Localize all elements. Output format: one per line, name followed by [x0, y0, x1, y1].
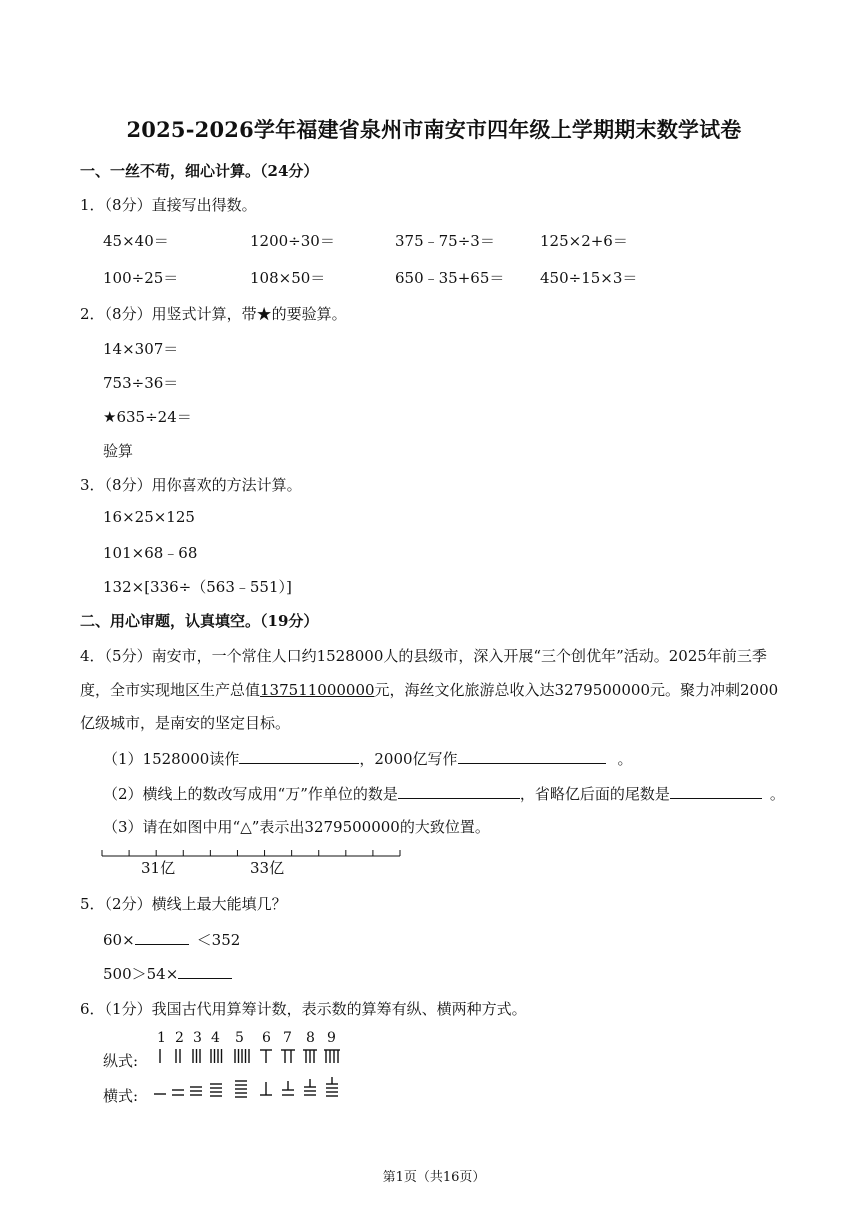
digit-6: 6 — [262, 1030, 271, 1046]
q1-r1-c1: 45×40＝ — [103, 232, 169, 250]
digit-4: 4 — [211, 1030, 220, 1046]
vertical-rods-icon — [150, 1046, 350, 1066]
digit-3: 3 — [193, 1030, 202, 1046]
horizontal-rods-icon — [150, 1076, 350, 1102]
q4-line-2-start: 度，全市实现地区生产总值 — [80, 681, 261, 699]
answer-blank-write[interactable] — [458, 749, 606, 764]
q4-line-2 — [80, 679, 778, 700]
axis-label-31: 31亿 — [141, 859, 176, 877]
digit-8: 8 — [306, 1030, 315, 1046]
q2-stem: 2．（8分）用竖式计算，带★的要验算。 — [80, 305, 347, 323]
axis-label-33: 33亿 — [250, 859, 285, 877]
q5-line-1-start: 60× — [103, 931, 135, 949]
q4-sub-1-text: （1）1528000读作 — [103, 750, 240, 768]
q2-item-2: 753÷36＝ — [103, 374, 179, 392]
q1-r1-c3: 375﹣75÷3＝ — [395, 232, 495, 250]
q5-line-2 — [103, 963, 232, 984]
digit-5: 5 — [235, 1030, 244, 1046]
q5-line-2-start: 500＞54× — [103, 965, 179, 983]
q5-line-1-end: ＜352 — [196, 931, 241, 949]
q4-sub-1-text-2: ，2000亿写作 — [359, 750, 458, 768]
underlined-gdp-number: 137511000000 — [260, 681, 375, 699]
answer-blank-reading[interactable] — [239, 749, 359, 764]
answer-blank-wan[interactable] — [398, 784, 520, 799]
section-1-heading: 一、一丝不苟，细心计算。（24分） — [80, 162, 319, 180]
digit-1: 1 — [157, 1030, 166, 1046]
number-line-ticks — [102, 850, 400, 856]
q2-item-3: ★635÷24＝ — [103, 408, 192, 426]
q4-sub-2-text: （2）横线上的数改写成用“万”作单位的数是 — [103, 785, 398, 803]
section-2-heading: 二、用心审题，认真填空。（19分） — [80, 612, 319, 630]
digit-9: 9 — [327, 1030, 336, 1046]
digit-7: 7 — [283, 1030, 292, 1046]
q3-item-3: 132×[336÷（563﹣551）] — [103, 578, 292, 596]
digit-2: 2 — [175, 1030, 184, 1046]
q2-item-1: 14×307＝ — [103, 340, 179, 358]
page-footer: 第1页（共16页） — [382, 1170, 486, 1185]
q4-line-2-end: 元，海丝文化旅游总收入达3279500000元。聚力冲刺2000 — [374, 681, 779, 699]
q1-r1-c2: 1200÷30＝ — [250, 232, 335, 250]
vertical-style-label: 纵式: — [103, 1052, 139, 1070]
q1-r2-c3: 650﹣35+65＝ — [395, 269, 505, 287]
q1-r2-c4: 450÷15×3＝ — [540, 269, 638, 287]
q4-sub-3: （3）请在如图中用“△”表示出3279500000的大致位置。 — [103, 818, 490, 836]
q4-sub-1-end: 。 — [617, 750, 633, 768]
answer-blank-yi[interactable] — [670, 784, 762, 799]
q3-stem: 3．（8分）用你喜欢的方法计算。 — [80, 476, 302, 494]
q2-verify-label: 验算 — [103, 442, 134, 460]
q4-sub-2-end: 。 — [769, 785, 785, 803]
q3-item-1: 16×25×125 — [103, 508, 195, 526]
q4-line-3: 亿级城市，是南安的坚定目标。 — [80, 714, 291, 732]
q1-r1-c4: 125×2+6＝ — [540, 232, 628, 250]
q6-stem: 6．（1分）我国古代用算筹计数，表示数的算筹有纵、横两种方式。 — [80, 1000, 527, 1018]
q4-sub-2-text-2: ，省略亿后面的尾数是 — [519, 785, 670, 803]
q4-sub-2 — [103, 783, 785, 804]
q4-line-1: 4．（5分）南安市，一个常住人口约1528000人的县级市，深入开展“三个创优年”活动。2025年前三季 — [80, 647, 767, 665]
q1-stem: 1．（8分）直接写出得数。 — [80, 196, 257, 214]
q3-item-2: 101×68﹣68 — [103, 544, 198, 562]
answer-blank-q5-2[interactable] — [178, 964, 232, 979]
answer-blank-q5-1[interactable] — [135, 930, 189, 945]
q5-line-1 — [103, 929, 240, 950]
q5-stem: 5．（2分）横线上最大能填几？ — [80, 895, 287, 913]
q4-sub-1 — [103, 748, 633, 769]
exam-title: 2025-2026学年福建省泉州市南安市四年级上学期期末数学试卷 — [126, 117, 742, 142]
q1-r2-c2: 108×50＝ — [250, 269, 326, 287]
q1-r2-c1: 100÷25＝ — [103, 269, 179, 287]
horizontal-style-label: 横式: — [103, 1087, 139, 1105]
